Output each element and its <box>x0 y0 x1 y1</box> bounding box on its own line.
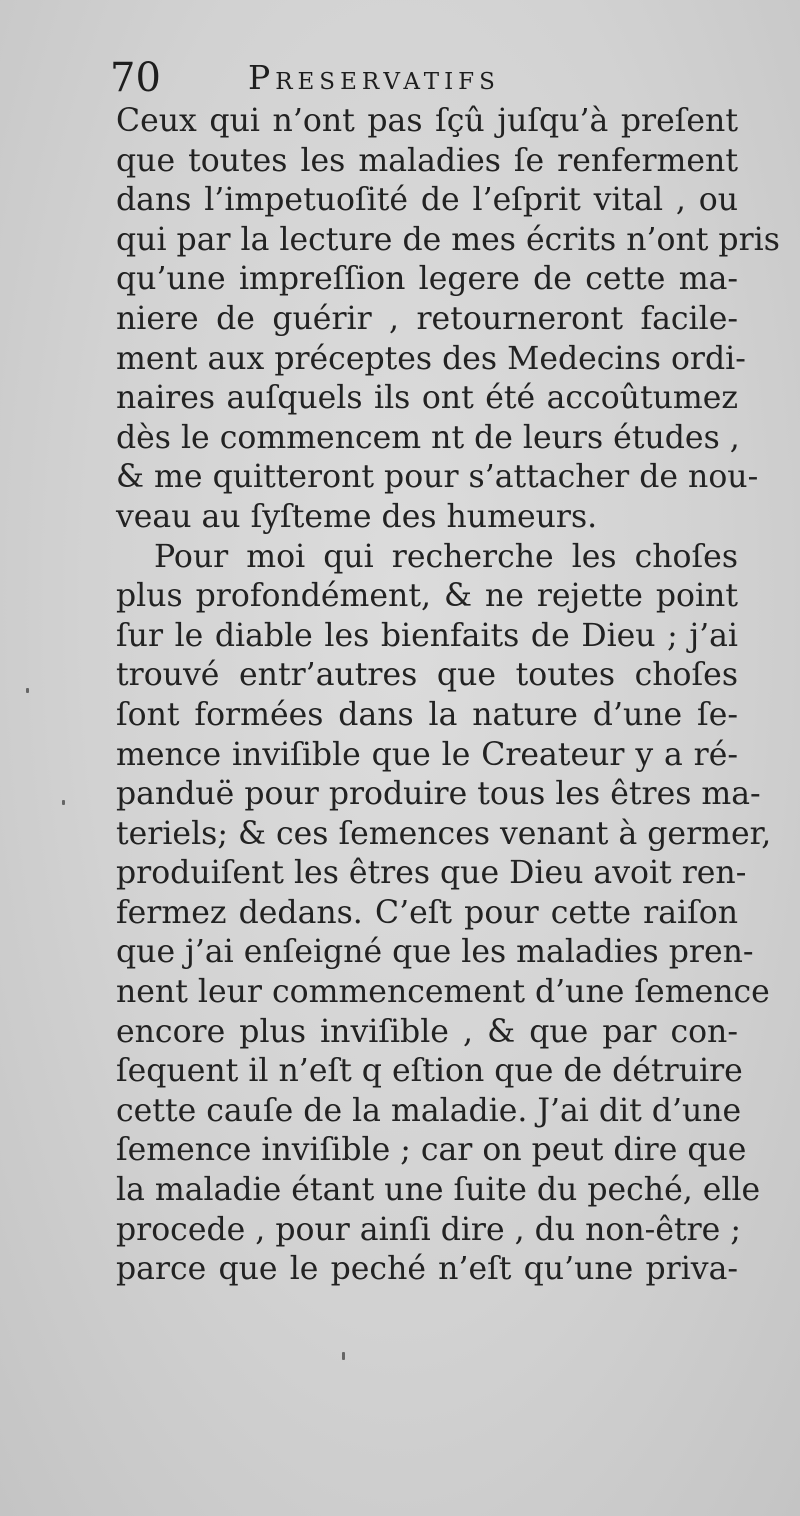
text-line: niere de guérir , retourneront facile- <box>116 300 738 337</box>
text-line: ſont formées dans la nature d’une ſe- <box>116 696 738 733</box>
text-line: mence inviſible que le Createur y a ré- <box>116 736 738 773</box>
text-line: ſemence inviſible ; car on peut dire que <box>116 1132 747 1169</box>
text-line: ment aux préceptes des Medecins ordi- <box>116 340 746 377</box>
page-number: 70 <box>110 55 161 101</box>
text-line: panduë pour produire tous les êtres ma- <box>116 776 761 813</box>
text-line: que toutes les maladies ſe renferment <box>116 142 738 179</box>
text-line: encore plus inviſible , & que par con- <box>116 1013 738 1050</box>
text-line: Ceux qui n’ont pas ſçû juſqu’à preſent <box>116 103 738 139</box>
text-line: dès le commencem nt de leurs études , <box>116 419 740 456</box>
body-text <box>116 102 780 1290</box>
running-title: Preservatifs <box>248 58 500 97</box>
text-line: la maladie étant une ſuite du peché, elle <box>116 1172 761 1209</box>
text-line: parce que le peché n’eſt qu’une priva- <box>116 1251 738 1288</box>
text-line: veau au ſyſteme des humeurs. <box>116 498 598 535</box>
text-line: ſur le diable les bienfaits de Dieu ; j’ai <box>116 617 738 654</box>
text-line: que j’ai enſeigné que les maladies pren- <box>116 934 754 971</box>
ink-speck <box>26 688 29 693</box>
text-line: & me quitteront pour s’attacher de nou- <box>116 459 759 496</box>
ink-speck <box>342 1352 345 1360</box>
text-line: cette cauſe de la maladie. J’ai dit d’une <box>116 1092 742 1129</box>
text-line: plus profondément, & ne rejette point <box>116 578 738 615</box>
text-line: ſequent il n’eſt q eſtion que de détruire <box>116 1053 743 1090</box>
text-line: Pour moi qui recherche les choſes <box>154 538 738 575</box>
text-line: qui par la lecture de mes écrits n’ont pris <box>116 221 780 258</box>
text-line: dans l’impetuoſité de l’eſprit vital , ou <box>116 182 738 219</box>
text-line: qu’une impreſſion legere de cette ma- <box>116 261 738 298</box>
text-line: trouvé entr’autres que toutes choſes <box>116 657 738 694</box>
ink-speck <box>62 800 65 805</box>
page-header <box>110 56 730 100</box>
text-line: procede , pour ainſi dire , du non-être ; <box>116 1211 741 1248</box>
text-line: naires auſquels ils ont été accoûtumez <box>116 380 738 417</box>
text-line: teriels; & ces ſemences venant à germer, <box>116 815 772 852</box>
text-line: nent leur commencement d’une ſemence <box>116 974 770 1011</box>
text-line: produiſent les êtres que Dieu avoit ren- <box>116 855 747 892</box>
text-line: fermez dedans. C’eſt pour cette raiſon <box>116 894 738 931</box>
